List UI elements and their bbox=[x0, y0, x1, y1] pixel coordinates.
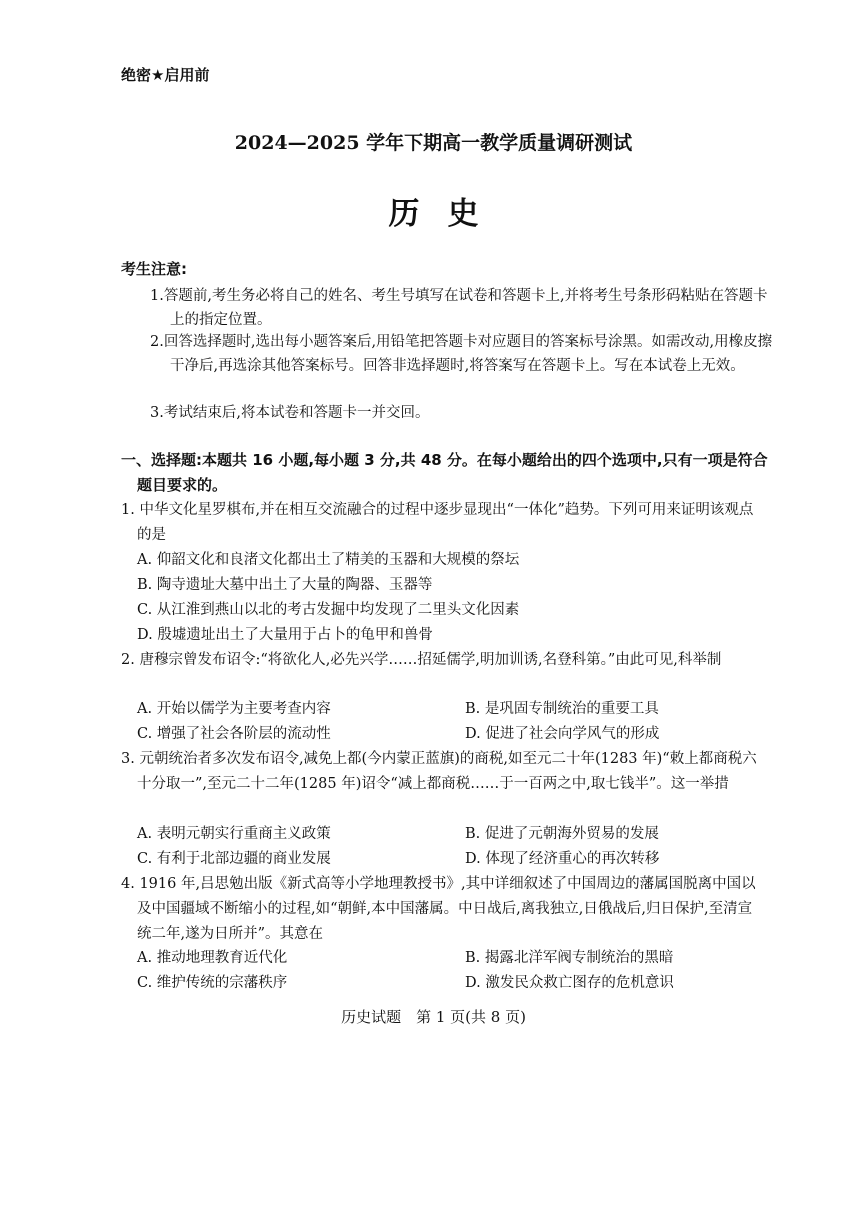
option-a: A. 开始以儒学为主要考查内容 bbox=[137, 701, 331, 717]
question-4 bbox=[121, 872, 761, 947]
notice-item-2 bbox=[150, 330, 775, 378]
option-b: B. 揭露北洋军阀专制统治的黑暗 bbox=[465, 950, 674, 966]
notice-item-number: 2. bbox=[150, 334, 164, 350]
option-a: A. 推动地理教育近代化 bbox=[137, 950, 288, 966]
option-c: C. 增强了社会各阶层的流动性 bbox=[137, 726, 331, 742]
notice-item-3 bbox=[150, 401, 775, 425]
notice-item-text: 考试结束后,将本试卷和答题卡一并交回。 bbox=[163, 405, 430, 421]
section-heading: 一、选择题:本题共 16 小题,每小题 3 分,共 48 分。在每小题给出的四个选项中,只有一项是符合题目要求的。 bbox=[121, 451, 768, 494]
confidential-label: 绝密★启用前 bbox=[121, 66, 210, 84]
notice-item-text: 答题前,考生务必将自己的姓名、考生号填写在试卷和答题卡上,并将考生号条形码粘贴在答题卡上的指定位置。 bbox=[163, 288, 768, 328]
notice-item-text: 回答选择题时,选出每小题答案后,用铅笔把答题卡对应题目的答案标号涂黑。如需改动,用橡皮擦干净后,再选涂其他答案标号。回答非选择题时,将答案写在答题卡上。写在本试卷上无效。 bbox=[163, 334, 773, 374]
notice-item-1 bbox=[150, 284, 775, 332]
option-c: C. 从江淮到燕山以北的考古发掘中均发现了二里头文化因素 bbox=[137, 602, 520, 618]
option-d: D. 殷墟遗址出土了大量用于占卜的龟甲和兽骨 bbox=[137, 627, 433, 643]
option-c: C. 有利于北部边疆的商业发展 bbox=[137, 851, 331, 867]
option-b: B. 促进了元朝海外贸易的发展 bbox=[465, 826, 659, 842]
option-c: C. 维护传统的宗藩秩序 bbox=[137, 975, 288, 991]
exam-title: 2024—2025 学年下期高一教学质量调研测试 bbox=[234, 132, 633, 154]
option-d: D. 激发民众救亡图存的危机意识 bbox=[465, 975, 674, 991]
option-d: D. 促进了社会向学风气的形成 bbox=[465, 726, 660, 742]
option-a: A. 仰韶文化和良渚文化都出土了精美的玉器和大规模的祭坛 bbox=[137, 552, 520, 568]
option-b: B. 是巩固专制统治的重要工具 bbox=[465, 701, 659, 717]
question-stem: 1. 中华文化星罗棋布,并在相互交流融合的过程中逐步显现出“一体化”趋势。下列可用来证明该观点的是 bbox=[121, 502, 754, 543]
question-stem: 2. 唐穆宗曾发布诏令:“将欲化人,必先兴学……招延儒学,明加训诱,名登科第。”由此可见,科举制 bbox=[121, 652, 722, 668]
option-d: D. 体现了经济重心的再次转移 bbox=[465, 851, 660, 867]
question-2 bbox=[121, 648, 761, 673]
option-b: B. 陶寺遗址大墓中出土了大量的陶器、玉器等 bbox=[137, 577, 433, 593]
page-footer: 历史试题 第 1 页(共 8 页) bbox=[341, 1008, 526, 1026]
notice-item-number: 3. bbox=[150, 405, 164, 421]
notice-item-number: 1. bbox=[150, 288, 164, 304]
question-3 bbox=[121, 747, 761, 797]
question-1 bbox=[121, 498, 761, 548]
option-a: A. 表明元朝实行重商主义政策 bbox=[137, 826, 331, 842]
notice-heading: 考生注意: bbox=[121, 260, 187, 278]
subject-title: 历史 bbox=[388, 196, 507, 232]
question-stem: 3. 元朝统治者多次发布诏令,减免上都(今内蒙正蓝旗)的商税,如至元二十年(1283 年)“敕上都商税六十分取一”,至元二十二年(1285 年)诏令“减上都商税……于一百两之中,取七钱半”。这一举措 bbox=[121, 751, 757, 792]
question-stem: 4. 1916 年,吕思勉出版《新式高等小学地理教授书》,其中详细叙述了中国周边的藩属国脱离中国以及中国疆域不断缩小的过程,如“朝鲜,本中国藩属。中日战后,离我独立,日俄战后,归日保护,至清宣统二年,遂为日所并”。其意在 bbox=[121, 876, 756, 942]
